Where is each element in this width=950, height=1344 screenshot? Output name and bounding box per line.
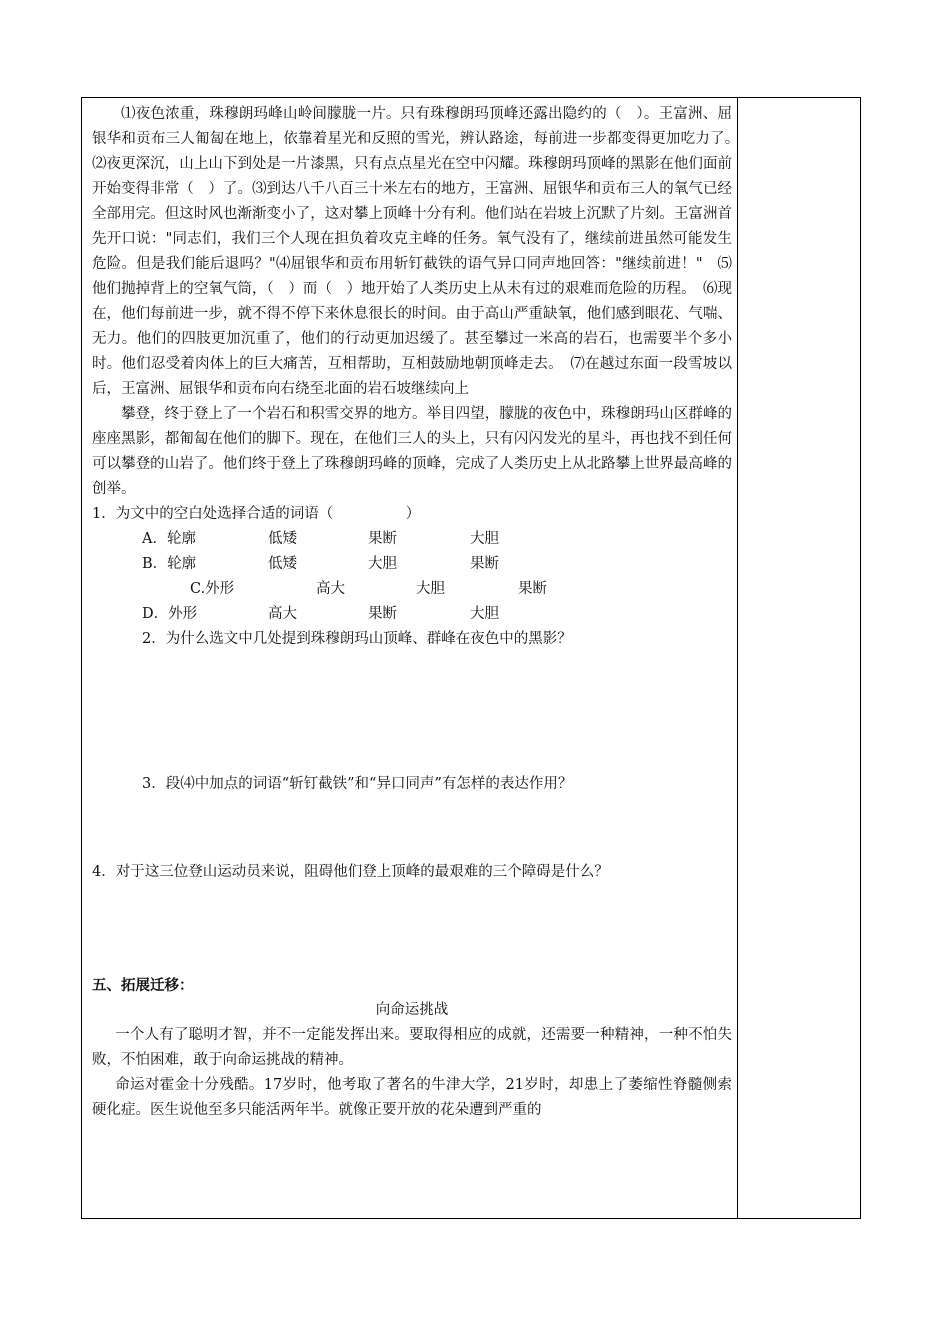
article-title: 向命运挑战	[375, 1002, 449, 1018]
option-c: C.外形 高大 大胆 果断	[190, 581, 547, 597]
answer-space-2	[92, 652, 732, 772]
passage-paragraph-1: ⑴夜色浓重，珠穆朗玛峰山岭间朦胧一片。只有珠穆朗玛顶峰还露出隐约的（ ）。王富洲、屈银华和贡布三人匍匐在地上，依靠着星光和反照的雪光，辨认路途，每前进一步都变得更加吃力了。 ⑵夜更深沉，山上山下到处是一片漆黑，只有点点星光在空中闪耀。珠穆朗玛顶峰的黑影在他们面前开始变得非常（ ）了。⑶到达八千八百三十米左右的地方，王富洲、屈银华和贡布三人的氧气已经全部用完。但这时风也渐渐变小了，这对攀上顶峰十分有利。他们站在岩坡上沉默了片刻。王富洲首先开口说："同志们，我们三个人现在担负着攻克主峰的任务。氧气没有了，继续前进虽然可能发生危险。但是我们能后退吗？"⑷屈银华和贡布用斩钉截铁的语气异口同声地回答："继续前进！" ⑸他们抛掉背上的空氧气筒，（ ）而（ ）地开始了人类历史上从未有过的艰难而危险的历程。 ⑹现在，他们每前进一步，就不得不停下来休息很长的时间。由于高山严重缺氧，他们感到眼花、气喘、无力。他们的四肢更加沉重了，他们的行动更加迟缓了。甚至攀过一米高的岩石，也需要半个多小时。他们忍受着肉体上的巨大痛苦，互相帮助，互相鼓励地朝顶峰走去。 ⑺在越过东面一段雪坡以后，王富洲、屈银华和贡布向右绕至北面的岩石坡继续向上	[92, 106, 747, 397]
option-d: D．外形 高大 果断 大胆	[142, 606, 499, 622]
question-3: 3．段⑷中加点的词语“斩钉截铁”和“异口同声”有怎样的表达作用？	[142, 776, 573, 792]
answer-space-3	[92, 797, 732, 860]
question-1: 1．为文中的空白处选择合适的词语（ ）	[92, 506, 421, 522]
worksheet-table	[81, 97, 861, 1219]
column-divider	[737, 98, 738, 1218]
option-b: B．轮廓 低矮 大胆 果断	[142, 556, 499, 572]
question-4: 4．对于这三位登山运动员来说，阻碍他们登上顶峰的最艰难的三个障碍是什么？	[92, 864, 609, 880]
question-2: 2．为什么选文中几处提到珠穆朗玛山顶峰、群峰在夜色中的黑影？	[142, 631, 572, 647]
section-heading: 五、拓展迁移：	[92, 977, 194, 994]
article-paragraph-1: 一个人有了聪明才智，并不一定能发挥出来。要取得相应的成就，还需要一种精神，一种不怕失败，不怕困难，敢于向命运挑战的精神。	[92, 1027, 732, 1068]
answer-space-4	[92, 885, 732, 973]
option-a: A．轮廓 低矮 果断 大胆	[142, 531, 499, 547]
passage-paragraph-2: 攀登，终于登上了一个岩石和积雪交界的地方。举目四望，朦胧的夜色中，珠穆朗玛山区群峰的座座黑影，都匍匐在他们的脚下。现在，在他们三人的头上，只有闪闪发光的星斗，再也找不到任何可以攀登的山岩了。他们终于登上了珠穆朗玛峰的顶峰，完成了人类历史上从北路攀上世界最高峰的创举。	[92, 406, 732, 497]
article-paragraph-2: 命运对霍金十分残酷。17岁时，他考取了著名的牛津大学，21岁时，却患上了萎缩性脊髓侧索硬化症。医生说他至多只能活两年半。就像正要开放的花朵遭到严重的	[92, 1077, 732, 1118]
main-cell	[92, 102, 747, 1123]
